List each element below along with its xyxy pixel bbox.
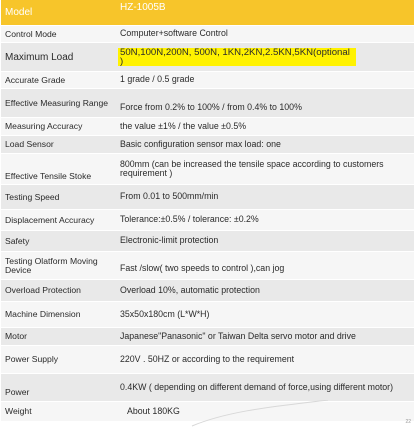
table-header-row xyxy=(1,0,414,26)
spec-value: 800mm (can be increased the tensile space according to customers requirement ) xyxy=(120,158,384,178)
spec-row-measuring-accuracy xyxy=(1,118,414,136)
spec-row-testing-platform-moving-device xyxy=(1,252,414,280)
header-model-value: HZ-1005B xyxy=(120,2,166,13)
spec-value: About 180KG xyxy=(127,405,180,416)
spec-value: 35x50x180cm (L*W*H) xyxy=(120,308,210,319)
spec-row-overload-protection xyxy=(1,280,414,302)
header-label: Model xyxy=(5,7,33,18)
spec-label: Accurate Grade xyxy=(5,74,66,85)
spec-value: Japanese"Panasonic" or Taiwan Delta servo motor and drive xyxy=(120,330,356,341)
spec-row-testing-speed xyxy=(1,185,414,210)
spec-label: Measuring Accuracy xyxy=(5,121,83,131)
spec-label: Motor xyxy=(5,331,27,341)
spec-label: Testing Olatform Moving Device xyxy=(5,255,98,275)
spec-label: Weight xyxy=(5,406,32,416)
spec-value: the value ±1% / the value ±0.5% xyxy=(120,120,247,131)
spec-value: Fast /slow( two speeds to control ),can jog xyxy=(120,263,285,274)
spec-label: Load Sensor xyxy=(5,139,54,149)
page-number: 22 xyxy=(405,419,411,425)
spec-row-power-supply xyxy=(1,346,414,374)
spec-row-maximum-load xyxy=(1,43,414,72)
spec-label: Power Supply xyxy=(5,354,59,364)
spec-row-control-mode xyxy=(1,26,414,43)
spec-label: Machine Dimension xyxy=(5,309,81,319)
spec-value: From 0.01 to 500mm/min xyxy=(120,191,219,202)
spec-row-accurate-grade xyxy=(1,72,414,89)
spec-row-load-sensor xyxy=(1,136,414,154)
spec-label: Effective Measuring Range xyxy=(5,97,109,108)
spec-label: Power xyxy=(5,387,30,397)
spec-row-machine-dimension xyxy=(1,302,414,328)
spec-value: Overload 10%, automatic protection xyxy=(120,284,260,295)
spec-label: Overload Protection xyxy=(5,285,81,295)
spec-table xyxy=(1,0,414,422)
spec-value: Tolerance:±0.5% / tolerance: ±0.2% xyxy=(120,214,259,225)
spec-label: Control Mode xyxy=(5,28,57,39)
spec-value: Electronic-limit protection xyxy=(120,235,219,246)
spec-value: Basic configuration sensor max load: one xyxy=(120,138,281,149)
spec-row-displacement-accuracy xyxy=(1,210,414,231)
spec-value: 220V . 50HZ or according to the requirement xyxy=(120,353,295,364)
spec-row-motor xyxy=(1,328,414,346)
spec-label: Effective Tensile Stoke xyxy=(5,170,92,181)
spec-value: Computer+software Control xyxy=(120,28,228,39)
spec-label: Displacement Accuracy xyxy=(5,214,95,225)
decorative-curve xyxy=(190,400,330,427)
spec-row-effective-tensile-stoke xyxy=(1,154,414,185)
spec-row-effective-measuring-range xyxy=(1,89,414,118)
spec-value: 0.4KW ( depending on different demand of force,using different motor) xyxy=(120,381,394,392)
spec-value: Force from 0.2% to 100% / from 0.4% to 100% xyxy=(120,102,302,113)
spec-value-highlighted: 50N,100N,200N, 500N, 1KN,2KN,2.5KN,5KN(optional ) xyxy=(118,48,356,66)
spec-row-safety xyxy=(1,231,414,252)
spec-label: Testing Speed xyxy=(5,191,60,202)
spec-label: Safety xyxy=(5,235,30,246)
spec-row-power xyxy=(1,374,414,402)
spec-label: Maximum Load xyxy=(5,51,74,63)
spec-value: 1 grade / 0.5 grade xyxy=(120,74,195,85)
